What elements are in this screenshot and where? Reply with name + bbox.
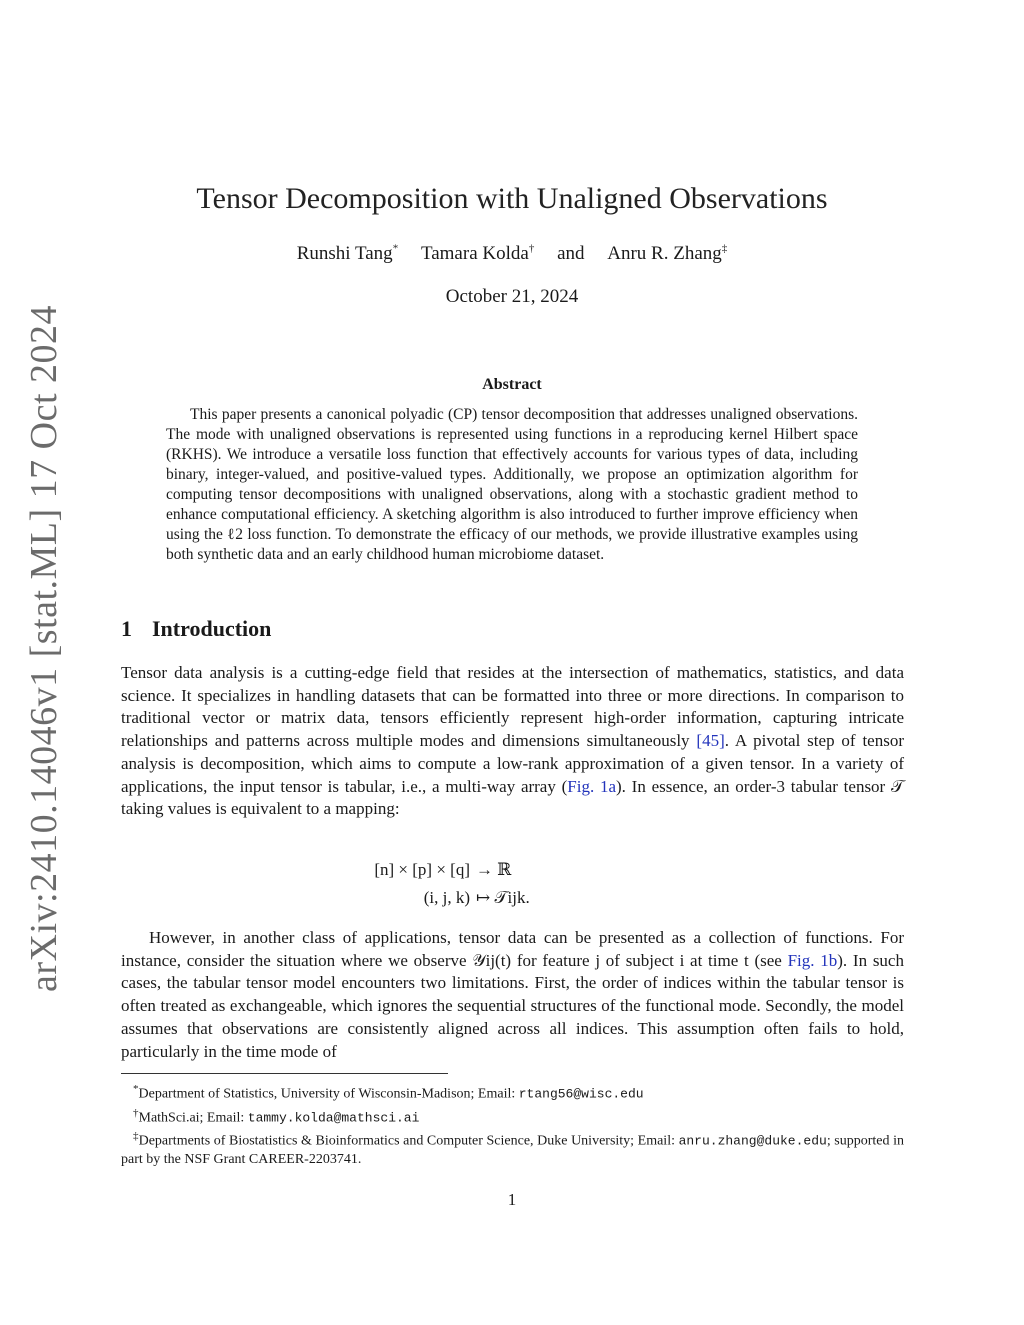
section-heading-introduction: [121, 616, 271, 642]
author-2: Tamara Kolda†: [420, 243, 535, 265]
author-separator: and: [557, 243, 585, 265]
email-tang[interactable]: rtang56@wisc.edu: [518, 1086, 644, 1102]
abstract-heading: Abstract: [482, 376, 542, 393]
section-title: Introduction: [152, 616, 272, 641]
email-zhang[interactable]: anru.zhang@duke.edu: [678, 1133, 827, 1149]
equation-1-lhs: [n] × [p] × [q]: [374, 860, 470, 879]
intro-paragraph-2: [121, 927, 904, 1063]
intro-text-1a: Tensor data analysis is a cutting-edge field that resides at the intersection of mathematics, statistics, and data science. It specializes in handling datasets that can be formatted into three or more directions. In comparison to traditional vector or matrix data, tensors efficiently represent high-order information, capturing intricate relationships and patterns across multiple modes and dimensions simultaneously: [121, 663, 904, 751]
figure-link-1b[interactable]: Fig. 1b: [787, 950, 838, 970]
arxiv-sidebar-stamp: arXiv:2410.14046v1 [stat.ML] 17 Oct 2024: [23, 304, 65, 992]
citation-link-45[interactable]: [45]: [696, 731, 725, 751]
section-number: 1: [121, 616, 132, 641]
email-kolda[interactable]: tammy.kolda@mathsci.ai: [247, 1110, 420, 1126]
footnote-divider: [121, 1073, 448, 1074]
author-1: Runshi Tang*: [296, 243, 399, 265]
footnote-1: *Department of Statistics, University of Wisconsin-Madison; Email: rtang56@wisc.edu: [133, 1083, 644, 1102]
equation-2-rhs: ↦ 𝒯ijk.: [476, 888, 530, 907]
paper-date: October 21, 2024: [445, 286, 579, 307]
intro-paragraph-1: [121, 662, 904, 821]
figure-link-1a[interactable]: Fig. 1a: [567, 776, 617, 796]
author-3: Anru R. Zhang‡: [607, 243, 728, 265]
intro-text-1b: . A pivotal step of tensor analysis is decomposition, which aims to compute a low-rank approximation of a given tensor. In a variety of applications, the input tensor is tabular, i.e., a multi-way array (: [121, 731, 904, 796]
intro-text-1c: ). In essence, an order-3 tabular tensor 𝒯 taking values is equivalent to a mapping:: [121, 776, 904, 819]
paper-title: Tensor Decomposition with Unaligned Observations: [196, 182, 828, 215]
footnote-2: †MathSci.ai; Email: tammy.kolda@mathsci.ai: [133, 1106, 420, 1126]
intro-text-2a: However, in another class of applications, tensor data can be presented as a collection of functions. For instance, consider the situation where we observe 𝒴ij(t) for feature j of subject i at time t (see: [121, 928, 904, 970]
footnote-3: ‡Departments of Biostatistics & Bioinformatics and Computer Science, Duke University; Email: anru.zhang@duke.edu; supported in part by the NSF Grant CAREER-2203741.: [121, 1130, 904, 1167]
abstract-paragraph: This paper presents a canonical polyadic (CP) tensor decomposition that addresses unaligned observations. The mode with unaligned observations is represented using functions in a reproducing kernel Hilbert space (RKHS). We introduce a versatile loss function that effectively accounts for various types of data, including binary, integer-valued, and positive-valued types. Additionally, we propose an optimization algorithm for computing tensor decompositions with unaligned observations, along with a stochastic gradient method to enhance computational efficiency. A sketching algorithm is also introduced to further improve efficiency when using the ℓ2 loss function. To demonstrate the efficacy of our methods, we provide illustrative examples using both synthetic data and an early childhood human microbiome dataset.: [166, 406, 858, 563]
footnotes: [121, 1080, 904, 1169]
equation-2-lhs: (i, j, k): [423, 888, 470, 907]
intro-text-2b: ). In such cases, the tabular tensor model encounters two limitations. First, the order of indices within the tabular tensor is often treated as exchangeable, which ignores the sequential structures of the functional mode. Secondly, the model assumes that observations are consistently aligned across all indices. This assumption often fails to hold, particularly in the time mode of: [121, 950, 904, 1061]
equation-1-rhs: → ℝ: [476, 860, 512, 879]
abstract-body: [166, 405, 858, 565]
page-number: 1: [507, 1190, 517, 1209]
author-list: [0, 243, 1024, 265]
